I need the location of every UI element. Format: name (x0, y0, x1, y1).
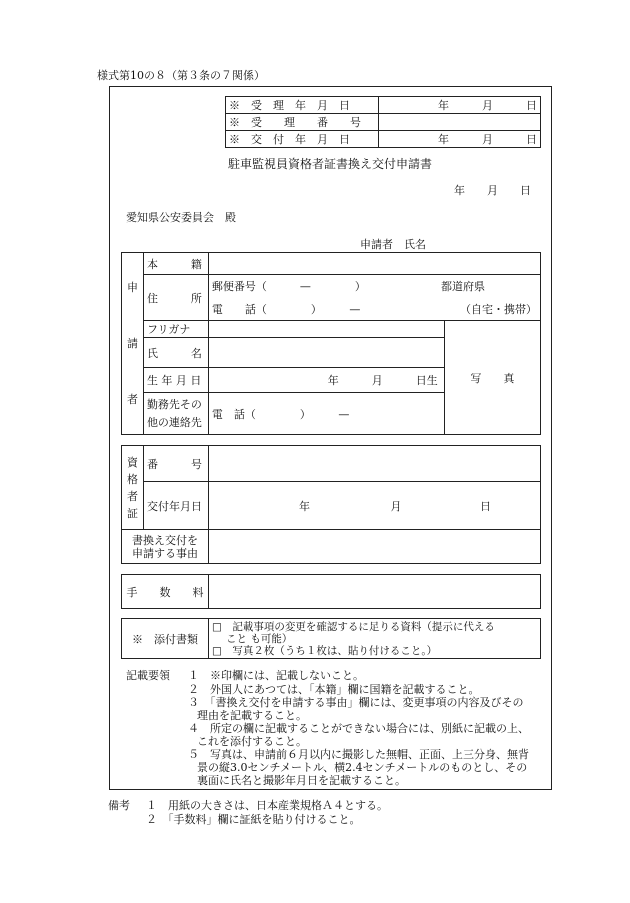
certificate-issue-label: 交付年月日 (144, 482, 209, 530)
honseki-label: 本 籍 (143, 253, 208, 275)
furigana-field[interactable] (208, 321, 444, 338)
issue-date-value[interactable]: 年 月 日 (379, 131, 541, 148)
note-5-cont-1: 景の縦3.0センチメートル、横2.4センチメートルのものとし、その (197, 761, 528, 774)
attachment-item-2[interactable]: □ 写真２枚（うち１枚は、貼り付けること。） (212, 644, 438, 657)
name-label: 氏 名 (143, 338, 208, 368)
addressee: 愛知県公安委員会 殿 (126, 211, 236, 224)
receipt-number-label: ※ 受 理 番 号 (226, 114, 379, 131)
honseki-field[interactable] (208, 253, 540, 275)
birthdate-field[interactable]: 年 月 日生 (208, 368, 444, 393)
certificate-issue-field[interactable]: 年 月 日 (209, 482, 541, 530)
receipt-date-label: ※ 受 理 年 月 日 (226, 97, 379, 114)
fee-field[interactable] (209, 575, 541, 609)
issue-date-label: ※ 交 付 年 月 日 (226, 131, 379, 148)
applicant-group-label: 申 請 者 (122, 253, 144, 435)
furigana-label: フリガナ (143, 321, 208, 338)
attachment-item-1[interactable]: □ 記載事項の変更を確認するに足りる資料（提示に代える (212, 620, 495, 633)
applicant-table (121, 252, 541, 435)
phone-type: （自宅・携帯） (460, 302, 537, 316)
note-5-cont-2: 裏面に氏名と撮影年月日を記載すること。 (197, 774, 406, 787)
receipt-number-value[interactable] (379, 114, 541, 131)
attachments-label: ※ 添付書類 (122, 619, 209, 659)
note-3-cont: 理由を記載すること。 (197, 709, 307, 722)
note-4-cont: これを添付すること。 (197, 735, 307, 748)
workplace-phone-field[interactable]: 電 話（ ） — (208, 393, 444, 435)
address-postal-row[interactable] (208, 275, 540, 298)
note-4: ４ 所定の欄に記載することができない場合には、別紙に記載の上、 (188, 722, 529, 735)
address-label: 住 所 (143, 275, 208, 321)
prefecture-label: 都道府県 (441, 280, 485, 294)
workplace-label: 勤務先その 他の連絡先 (143, 393, 208, 435)
office-use-box (225, 96, 541, 148)
note-3: ３ 「書換え交付を申請する事由」欄には、変更事項の内容及びその (188, 696, 524, 709)
attachment-item-1-cont: こと も可能） (226, 632, 293, 645)
attachments-table (121, 618, 541, 659)
phone-field: 電 話（ ） — (211, 302, 361, 316)
photo-box[interactable]: 写 真 (444, 321, 540, 435)
fee-table (121, 574, 541, 609)
postal-code: 郵便番号（ — ） (211, 280, 366, 294)
certificate-group-label: 資 格 者 証 (122, 446, 144, 530)
applicant-name-line: 申請者 氏名 (360, 238, 426, 251)
certificate-table (121, 445, 541, 530)
note-5: ５ 写真は、申請前６月以内に撮影した無帽、正面、上三分身、無背 (188, 748, 529, 761)
reason-field[interactable] (209, 530, 541, 564)
biko-header: 備考 (108, 799, 130, 812)
fee-label: 手 数 料 (122, 575, 209, 609)
attachments-list (209, 619, 541, 659)
name-field[interactable] (208, 338, 444, 368)
note-2: ２ 外国人にあつては、「本籍」欄に国籍を記載すること。 (188, 683, 480, 696)
form-number: 様式第10の８（第３条の７関係） (97, 69, 265, 82)
certificate-number-field[interactable] (209, 446, 541, 482)
receipt-date-value[interactable]: 年 月 日 (379, 97, 541, 114)
certificate-number-label: 番 号 (144, 446, 209, 482)
biko-2: ２ 「手数料」欄に証紙を貼り付けること。 (146, 813, 361, 826)
biko-1: １ 用紙の大きさは、日本産業規格Ａ４とする。 (146, 799, 388, 812)
notes-header: 記載要領 (126, 669, 170, 682)
document-title: 駐車監視員資格者証書換え交付申請書 (228, 157, 433, 171)
reason-label: 書換え交付を 申請する事由 (122, 530, 209, 564)
note-1: １ ※印欄には、記載しないこと。 (188, 669, 364, 682)
birthdate-label: 生 年 月 日 (143, 368, 208, 393)
application-date: 年 月 日 (454, 184, 531, 197)
address-phone-row[interactable] (208, 298, 540, 321)
reason-table (121, 529, 541, 564)
